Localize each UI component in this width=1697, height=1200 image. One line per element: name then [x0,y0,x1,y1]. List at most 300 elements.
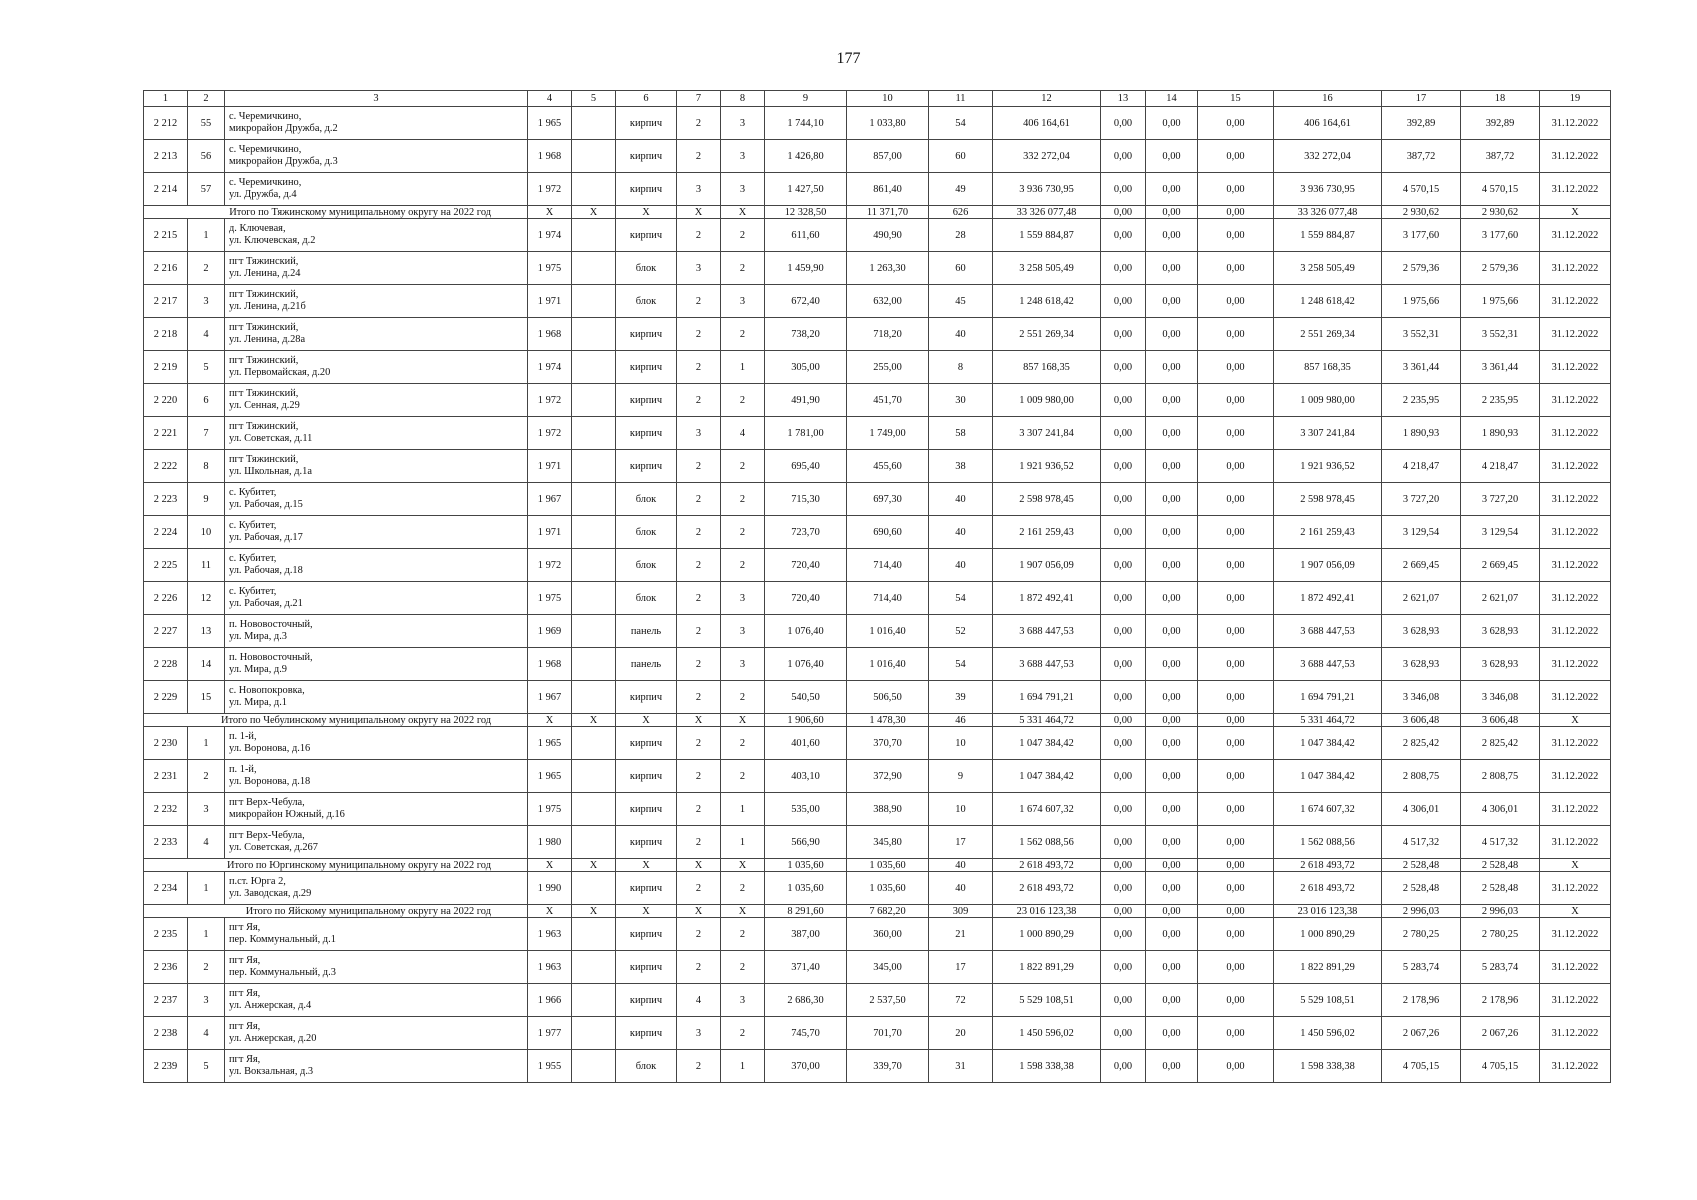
address-cell [225,516,528,549]
col-10-cell: 455,60 [847,450,929,483]
col-14-cell: 0,00 [1146,859,1198,872]
col-14-cell: 0,00 [1146,206,1198,219]
col-5-cell [572,140,616,173]
col-19-cell: 31.12.2022 [1540,285,1611,318]
col-14-cell: 0,00 [1146,951,1198,984]
address-line: с. Черемичкино, [229,177,302,188]
address-cell [225,681,528,714]
col-11-cell: 60 [929,140,993,173]
col-14-cell: 0,00 [1146,450,1198,483]
row-number-cell: 2 229 [144,681,188,714]
col-15-cell: 0,00 [1198,1050,1274,1083]
col-11-cell: 45 [929,285,993,318]
col-5-cell [572,793,616,826]
col-13-cell: 0,00 [1101,1050,1146,1083]
col-13-cell: 0,00 [1101,450,1146,483]
col-6-cell: кирпич [616,318,677,351]
col-15-cell: 0,00 [1198,252,1274,285]
address-cell [225,1017,528,1050]
address-line: с. Кубитет, [229,586,277,597]
address-line: с. Кубитет, [229,487,277,498]
col-13-cell: 0,00 [1101,107,1146,140]
col-10-cell: 701,70 [847,1017,929,1050]
col-15-cell: 0,00 [1198,872,1274,905]
col-14-cell: 0,00 [1146,549,1198,582]
col-12-cell: 2 598 978,45 [993,483,1101,516]
row-number-cell: 2 222 [144,450,188,483]
col-19-cell: 31.12.2022 [1540,252,1611,285]
local-number-cell: 1 [188,872,225,905]
col-9-cell: 403,10 [765,760,847,793]
column-number-header: 19 [1540,91,1611,107]
col-16-cell: 3 936 730,95 [1274,173,1382,206]
col-7-cell: 2 [677,483,721,516]
address-line: ул. Первомайская, д.20 [229,367,331,378]
col-5-cell [572,1017,616,1050]
column-number-header: 2 [188,91,225,107]
col-5-cell [572,252,616,285]
col-17-cell: 2 528,48 [1382,859,1461,872]
col-11-cell: 30 [929,384,993,417]
col-13-cell: 0,00 [1101,872,1146,905]
table-row [144,285,1611,318]
col-18-cell: 2 528,48 [1461,859,1540,872]
address-line: пгт Тяжинский, [229,388,299,399]
col-17-cell: 2 178,96 [1382,984,1461,1017]
col-11-cell: 39 [929,681,993,714]
col-17-cell: 3 346,08 [1382,681,1461,714]
table-row [144,1050,1611,1083]
col-17-cell: 2 528,48 [1382,872,1461,905]
col-10-cell: 7 682,20 [847,905,929,918]
col-14-cell: 0,00 [1146,417,1198,450]
col-14-cell: 0,00 [1146,984,1198,1017]
col-12-cell: 3 258 505,49 [993,252,1101,285]
col-18-cell: 2 621,07 [1461,582,1540,615]
col-4-cell: 1 965 [528,107,572,140]
address-cell [225,760,528,793]
col-4-cell: 1 968 [528,318,572,351]
col-16-cell: 33 326 077,48 [1274,206,1382,219]
address-cell [225,219,528,252]
table-row [144,450,1611,483]
col-16-cell: 23 016 123,38 [1274,905,1382,918]
column-number-header: 11 [929,91,993,107]
col-10-cell: 451,70 [847,384,929,417]
col-4-cell: 1 974 [528,351,572,384]
col-7-cell: 2 [677,793,721,826]
col-4-cell: 1 977 [528,1017,572,1050]
col-15-cell: 0,00 [1198,107,1274,140]
col-7-cell: 3 [677,173,721,206]
table-row [144,918,1611,951]
col-13-cell: 0,00 [1101,516,1146,549]
local-number-cell: 9 [188,483,225,516]
col-15-cell: 0,00 [1198,318,1274,351]
col-14-cell: 0,00 [1146,615,1198,648]
col-6-cell: блок [616,285,677,318]
address-line: пгт Верх-Чебула, [229,830,305,841]
address-line: п. Нововосточный, [229,619,313,630]
col-4-cell: 1 966 [528,984,572,1017]
col-4-cell: 1 968 [528,140,572,173]
col-9-cell: 723,70 [765,516,847,549]
col-8-cell: 2 [721,516,765,549]
address-cell [225,918,528,951]
col-19-cell: 31.12.2022 [1540,384,1611,417]
col-18-cell: 3 606,48 [1461,714,1540,727]
col-18-cell: 3 628,93 [1461,615,1540,648]
col-5-cell: X [572,859,616,872]
address-line: ул. Воронова, д.16 [229,743,311,754]
col-7-cell: X [677,859,721,872]
address-line: пгт Верх-Чебула, [229,797,305,808]
col-11-cell: 626 [929,206,993,219]
col-13-cell: 0,00 [1101,384,1146,417]
col-14-cell: 0,00 [1146,318,1198,351]
address-line: ул. Ленина, д.21б [229,301,306,312]
col-7-cell: 2 [677,219,721,252]
col-12-cell: 2 618 493,72 [993,872,1101,905]
col-17-cell: 4 218,47 [1382,450,1461,483]
col-10-cell: 718,20 [847,318,929,351]
col-19-cell: X [1540,206,1611,219]
subtotal-row [144,206,1611,219]
row-number-cell: 2 231 [144,760,188,793]
address-line: пгт Яя, [229,988,261,999]
table-row [144,417,1611,450]
col-5-cell [572,450,616,483]
col-5-cell [572,351,616,384]
col-6-cell: X [616,714,677,727]
col-11-cell: 31 [929,1050,993,1083]
col-7-cell: 2 [677,615,721,648]
col-4-cell: 1 975 [528,793,572,826]
col-7-cell: X [677,905,721,918]
col-19-cell: 31.12.2022 [1540,615,1611,648]
row-number-cell: 2 225 [144,549,188,582]
col-4-cell: X [528,859,572,872]
table-row [144,483,1611,516]
col-4-cell: 1 965 [528,727,572,760]
col-9-cell: 738,20 [765,318,847,351]
table-row [144,681,1611,714]
col-8-cell: X [721,859,765,872]
col-16-cell: 3 688 447,53 [1274,648,1382,681]
col-8-cell: 3 [721,140,765,173]
col-17-cell: 2 808,75 [1382,760,1461,793]
address-line: ул. Заводская, д.29 [229,888,312,899]
col-8-cell: 2 [721,252,765,285]
row-number-cell: 2 215 [144,219,188,252]
col-8-cell: 2 [721,483,765,516]
col-10-cell: 255,00 [847,351,929,384]
col-6-cell: кирпич [616,140,677,173]
address-cell [225,107,528,140]
col-6-cell: кирпич [616,107,677,140]
address-line: пер. Коммунальный, д.3 [229,967,336,978]
address-line: с. Черемичкино, [229,144,302,155]
col-18-cell: 4 306,01 [1461,793,1540,826]
col-10-cell: 370,70 [847,727,929,760]
col-7-cell: 2 [677,582,721,615]
col-16-cell: 1 047 384,42 [1274,760,1382,793]
col-17-cell: 3 361,44 [1382,351,1461,384]
col-9-cell: 1 427,50 [765,173,847,206]
col-9-cell: 540,50 [765,681,847,714]
col-13-cell: 0,00 [1101,351,1146,384]
col-9-cell: 1 459,90 [765,252,847,285]
col-18-cell: 3 361,44 [1461,351,1540,384]
table-row [144,107,1611,140]
row-number-cell: 2 239 [144,1050,188,1083]
col-18-cell: 3 129,54 [1461,516,1540,549]
col-14-cell: 0,00 [1146,648,1198,681]
col-15-cell: 0,00 [1198,285,1274,318]
col-12-cell: 1 047 384,42 [993,760,1101,793]
col-13-cell: 0,00 [1101,285,1146,318]
row-number-cell: 2 232 [144,793,188,826]
subtotal-row [144,859,1611,872]
address-line: пгт Тяжинский, [229,256,299,267]
subtotal-label: Итого по Чебулинскому муниципальному округу на 2022 год [144,714,528,727]
col-15-cell: 0,00 [1198,1017,1274,1050]
col-7-cell: 2 [677,140,721,173]
col-13-cell: 0,00 [1101,727,1146,760]
column-number-header: 10 [847,91,929,107]
housing-register-table [143,90,1611,1083]
col-14-cell: 0,00 [1146,483,1198,516]
col-15-cell: 0,00 [1198,727,1274,760]
address-line: ул. Анжерская, д.4 [229,1000,312,1011]
col-12-cell: 1 559 884,87 [993,219,1101,252]
col-9-cell: 1 744,10 [765,107,847,140]
local-number-cell: 5 [188,351,225,384]
col-17-cell: 2 579,36 [1382,252,1461,285]
col-19-cell: 31.12.2022 [1540,727,1611,760]
col-13-cell: 0,00 [1101,1017,1146,1050]
col-13-cell: 0,00 [1101,951,1146,984]
col-14-cell: 0,00 [1146,872,1198,905]
address-cell [225,951,528,984]
subtotal-label: Итого по Юргинскому муниципальному округу на 2022 год [144,859,528,872]
table-row [144,1017,1611,1050]
col-12-cell: 1 598 338,38 [993,1050,1101,1083]
col-7-cell: 2 [677,351,721,384]
local-number-cell: 14 [188,648,225,681]
table-row [144,582,1611,615]
col-17-cell: 392,89 [1382,107,1461,140]
col-19-cell: 31.12.2022 [1540,760,1611,793]
column-number-header: 9 [765,91,847,107]
col-4-cell: 1 980 [528,826,572,859]
col-4-cell: 1 972 [528,173,572,206]
col-4-cell: 1 971 [528,285,572,318]
col-12-cell: 1 009 980,00 [993,384,1101,417]
col-12-cell: 3 307 241,84 [993,417,1101,450]
col-4-cell: 1 990 [528,872,572,905]
column-number-header: 13 [1101,91,1146,107]
column-number-header: 17 [1382,91,1461,107]
local-number-cell: 1 [188,219,225,252]
col-4-cell: 1 972 [528,417,572,450]
col-6-cell: кирпич [616,351,677,384]
row-number-cell: 2 230 [144,727,188,760]
col-10-cell: 714,40 [847,549,929,582]
col-16-cell: 3 307 241,84 [1274,417,1382,450]
col-6-cell: кирпич [616,760,677,793]
col-16-cell: 1 047 384,42 [1274,727,1382,760]
col-4-cell: X [528,714,572,727]
address-cell [225,140,528,173]
address-line: пгт Яя, [229,1054,261,1065]
col-9-cell: 1 076,40 [765,615,847,648]
col-5-cell [572,951,616,984]
col-11-cell: 10 [929,727,993,760]
col-11-cell: 20 [929,1017,993,1050]
col-5-cell: X [572,714,616,727]
col-10-cell: 1 035,60 [847,872,929,905]
col-15-cell: 0,00 [1198,384,1274,417]
col-14-cell: 0,00 [1146,905,1198,918]
col-6-cell: кирпич [616,1017,677,1050]
row-number-cell: 2 221 [144,417,188,450]
col-11-cell: 10 [929,793,993,826]
col-8-cell: 2 [721,450,765,483]
address-line: с. Кубитет, [229,553,277,564]
col-9-cell: 720,40 [765,582,847,615]
address-cell [225,793,528,826]
col-15-cell: 0,00 [1198,140,1274,173]
col-9-cell: 1 906,60 [765,714,847,727]
local-number-cell: 10 [188,516,225,549]
col-15-cell: 0,00 [1198,760,1274,793]
col-6-cell: блок [616,582,677,615]
col-12-cell: 23 016 123,38 [993,905,1101,918]
col-8-cell: 3 [721,285,765,318]
col-8-cell: 2 [721,872,765,905]
col-17-cell: 2 067,26 [1382,1017,1461,1050]
table-row [144,615,1611,648]
address-cell [225,984,528,1017]
address-cell [225,1050,528,1083]
col-5-cell [572,417,616,450]
col-19-cell: 31.12.2022 [1540,1017,1611,1050]
col-5-cell [572,384,616,417]
address-line: пгт Тяжинский, [229,322,299,333]
col-17-cell: 3 552,31 [1382,318,1461,351]
col-18-cell: 387,72 [1461,140,1540,173]
col-9-cell: 491,90 [765,384,847,417]
col-17-cell: 3 628,93 [1382,615,1461,648]
col-5-cell [572,727,616,760]
table-row [144,951,1611,984]
col-8-cell: 3 [721,648,765,681]
col-13-cell: 0,00 [1101,905,1146,918]
col-4-cell: 1 971 [528,516,572,549]
col-8-cell: 2 [721,727,765,760]
col-19-cell: 31.12.2022 [1540,417,1611,450]
col-10-cell: 857,00 [847,140,929,173]
col-14-cell: 0,00 [1146,681,1198,714]
col-16-cell: 332 272,04 [1274,140,1382,173]
col-18-cell: 2 579,36 [1461,252,1540,285]
col-16-cell: 1 694 791,21 [1274,681,1382,714]
col-8-cell: 1 [721,793,765,826]
table-row [144,826,1611,859]
column-number-header: 5 [572,91,616,107]
address-line: п. 1-й, [229,764,257,775]
col-14-cell: 0,00 [1146,826,1198,859]
address-line: ул. Рабочая, д.15 [229,499,303,510]
address-cell [225,285,528,318]
col-13-cell: 0,00 [1101,318,1146,351]
col-8-cell: 2 [721,951,765,984]
col-15-cell: 0,00 [1198,417,1274,450]
table-row [144,173,1611,206]
local-number-cell: 55 [188,107,225,140]
address-line: ул. Рабочая, д.21 [229,598,303,609]
subtotal-label: Итого по Яйскому муниципальному округу на 2022 год [144,905,528,918]
address-line: ул. Советская, д.11 [229,433,313,444]
col-17-cell: 2 621,07 [1382,582,1461,615]
col-4-cell: X [528,206,572,219]
col-17-cell: 3 628,93 [1382,648,1461,681]
address-line: микрорайон Дружба, д.2 [229,123,338,134]
col-17-cell: 1 975,66 [1382,285,1461,318]
col-18-cell: 2 669,45 [1461,549,1540,582]
col-10-cell: 506,50 [847,681,929,714]
col-18-cell: 3 727,20 [1461,483,1540,516]
col-7-cell: X [677,714,721,727]
table-row [144,793,1611,826]
address-cell [225,727,528,760]
col-6-cell: кирпич [616,727,677,760]
page-number: 177 [836,50,861,67]
col-6-cell: X [616,859,677,872]
table-row [144,549,1611,582]
row-number-cell: 2 228 [144,648,188,681]
address-cell [225,384,528,417]
col-8-cell: 2 [721,384,765,417]
col-17-cell: 3 129,54 [1382,516,1461,549]
table-row [144,384,1611,417]
col-13-cell: 0,00 [1101,918,1146,951]
col-19-cell: 31.12.2022 [1540,681,1611,714]
col-9-cell: 1 035,60 [765,872,847,905]
col-10-cell: 339,70 [847,1050,929,1083]
row-number-cell: 2 233 [144,826,188,859]
col-11-cell: 21 [929,918,993,951]
row-number-cell: 2 219 [144,351,188,384]
col-10-cell: 372,90 [847,760,929,793]
col-8-cell: 2 [721,918,765,951]
col-14-cell: 0,00 [1146,1050,1198,1083]
col-6-cell: кирпич [616,173,677,206]
col-7-cell: 2 [677,1050,721,1083]
col-19-cell: 31.12.2022 [1540,951,1611,984]
col-16-cell: 406 164,61 [1274,107,1382,140]
address-line: с. Новопокровка, [229,685,305,696]
column-number-header: 16 [1274,91,1382,107]
col-12-cell: 1 921 936,52 [993,450,1101,483]
address-cell [225,252,528,285]
address-cell [225,549,528,582]
column-number-header: 3 [225,91,528,107]
address-line: пгт Яя, [229,922,261,933]
col-12-cell: 2 618 493,72 [993,859,1101,872]
col-11-cell: 28 [929,219,993,252]
